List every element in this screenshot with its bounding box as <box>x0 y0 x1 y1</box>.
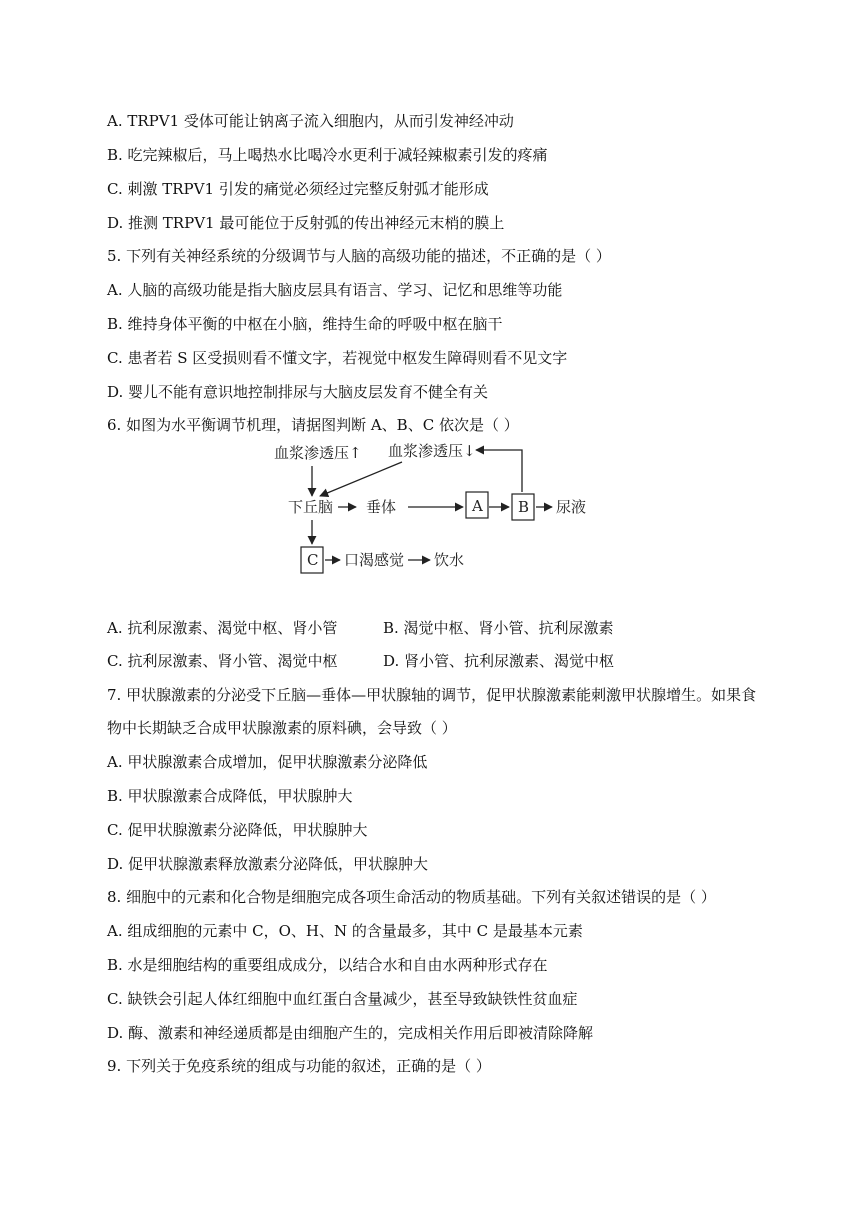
urine-label: 尿液 <box>556 498 587 516</box>
hypothalamus-label: 下丘脑 <box>288 498 334 516</box>
q6-option-c: C. 抗利尿激素、肾小管、渴觉中枢 <box>107 652 338 670</box>
q5-option-a: A. 人脑的高级功能是指大脑皮层具有语言、学习、记忆和思维等功能 <box>107 281 563 299</box>
q7-option-b: B. 甲状腺激素合成降低，甲状腺肿大 <box>107 787 353 805</box>
q7-option-c: C. 促甲状腺激素分泌降低，甲状腺肿大 <box>107 821 368 839</box>
drink-label: 饮水 <box>434 551 465 569</box>
q8-option-b: B. 水是细胞结构的重要组成成分，以结合水和自由水两种形式存在 <box>107 956 548 974</box>
q9-stem: 9. 下列关于免疫系统的组成与功能的叙述，正确的是（ ） <box>107 1057 491 1075</box>
q4-option-b: B. 吃完辣椒后，马上喝热水比喝冷水更利于减轻辣椒素引发的疼痛 <box>107 146 548 164</box>
box-a-label: A <box>472 497 483 515</box>
arrow-b-feedback <box>476 450 522 492</box>
plasma-osmotic-up-label: 血浆渗透压↑ <box>274 444 362 462</box>
q6-option-d: D. 肾小管、抗利尿激素、渴觉中枢 <box>383 652 615 670</box>
arrow-down-to-hypothalamus <box>320 462 402 496</box>
q8-option-d: D. 酶、激素和神经递质都是由细胞产生的，完成相关作用后即被清除降解 <box>107 1024 594 1042</box>
q6-stem: 6. 如图为水平衡调节机理，请据图判断 A、B、C 依次是（ ） <box>107 416 519 434</box>
water-balance-diagram <box>260 436 600 584</box>
q5-option-b: B. 维持身体平衡的中枢在小脑，维持生命的呼吸中枢在脑干 <box>107 315 503 333</box>
q7-stem-line2: 物中长期缺乏合成甲状腺激素的原料碘，会导致（ ） <box>107 719 457 737</box>
box-b-label: B <box>518 498 530 516</box>
q5-option-c: C. 患者若 S 区受损则看不懂文字，若视觉中枢发生障碍则看不见文字 <box>107 349 568 367</box>
q7-stem-line1: 7. 甲状腺激素的分泌受下丘脑—垂体—甲状腺轴的调节，促甲状腺激素能刺激甲状腺增生。如果食 <box>107 686 757 704</box>
q6-option-a: A. 抗利尿激素、渴觉中枢、肾小管 <box>107 619 338 637</box>
q4-option-d: D. 推测 TRPV1 最可能位于反射弧的传出神经元末梢的膜上 <box>107 214 505 232</box>
q5-stem: 5. 下列有关神经系统的分级调节与人脑的高级功能的描述，不正确的是（ ） <box>107 247 611 265</box>
box-c-label: C <box>307 551 319 569</box>
q6-option-b: B. 渴觉中枢、肾小管、抗利尿激素 <box>383 619 614 637</box>
thirst-label: 口渴感觉 <box>344 551 405 569</box>
plasma-osmotic-down-label: 血浆渗透压↓ <box>388 442 476 460</box>
q4-option-a: A. TRPV1 受体可能让钠离子流入细胞内，从而引发神经冲动 <box>107 112 514 130</box>
q7-option-d: D. 促甲状腺激素释放激素分泌降低，甲状腺肿大 <box>107 855 429 873</box>
q8-stem: 8. 细胞中的元素和化合物是细胞完成各项生命活动的物质基础。下列有关叙述错误的是（ ） <box>107 888 716 906</box>
pituitary-label: 垂体 <box>366 498 397 516</box>
q4-option-c: C. 刺激 TRPV1 引发的痛觉必须经过完整反射弧才能形成 <box>107 180 489 198</box>
q5-option-d: D. 婴儿不能有意识地控制排尿与大脑皮层发育不健全有关 <box>107 383 489 401</box>
q8-option-a: A. 组成细胞的元素中 C，O、H、N 的含量最多，其中 C 是最基本元素 <box>107 922 583 940</box>
q7-option-a: A. 甲状腺激素合成增加，促甲状腺激素分泌降低 <box>107 753 428 771</box>
q8-option-c: C. 缺铁会引起人体红细胞中血红蛋白含量减少，甚至导致缺铁性贫血症 <box>107 990 578 1008</box>
